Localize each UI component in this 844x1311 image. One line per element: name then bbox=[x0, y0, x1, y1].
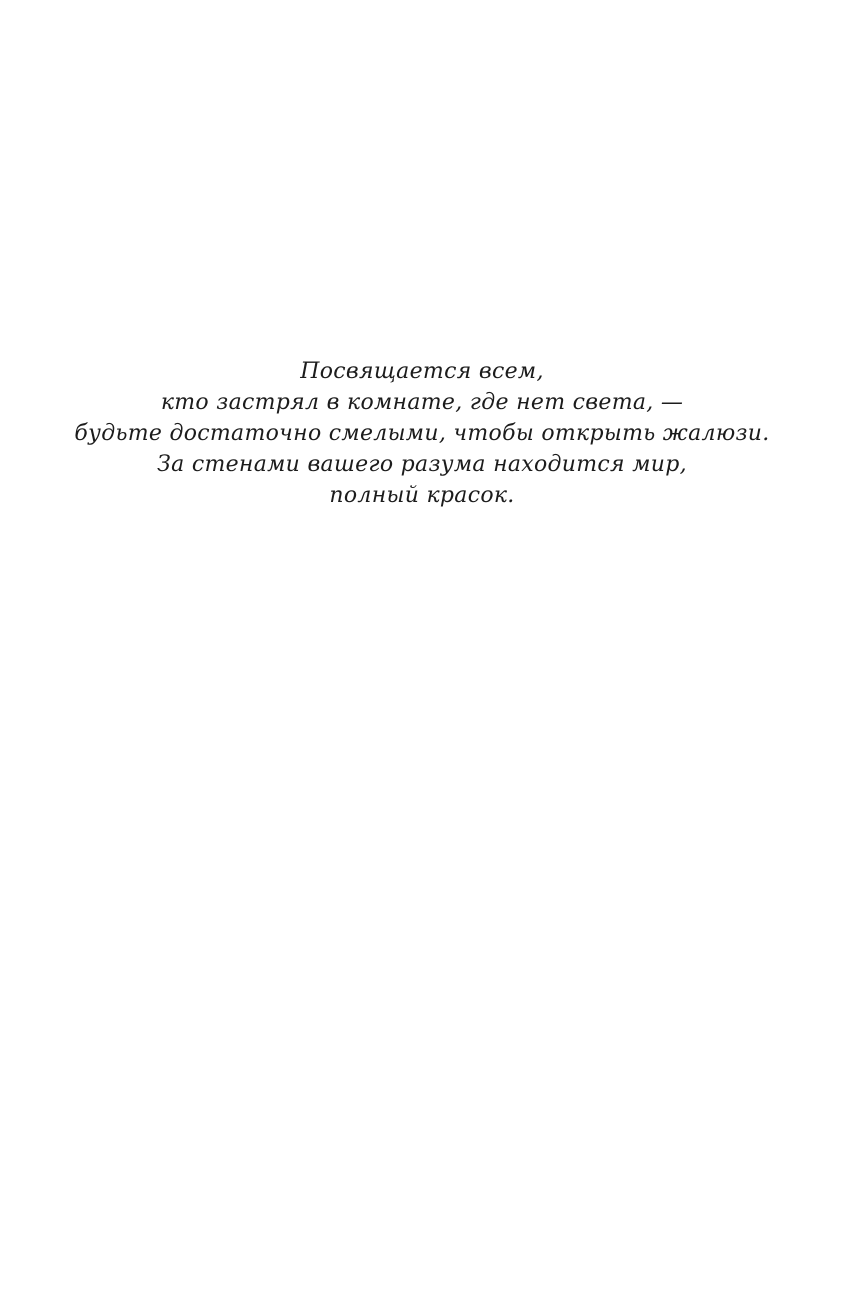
dedication-line: Посвящается всем, bbox=[300, 359, 544, 384]
dedication-line: кто застрял в комнате, где нет света, — bbox=[160, 390, 684, 415]
dedication-text-block bbox=[0, 356, 844, 511]
dedication-line: полный красок. bbox=[329, 483, 515, 508]
dedication-line: будьте достаточно смелыми, чтобы открыть жалюзи. bbox=[74, 421, 770, 446]
dedication-line: За стенами вашего разума находится мир, bbox=[157, 452, 687, 477]
